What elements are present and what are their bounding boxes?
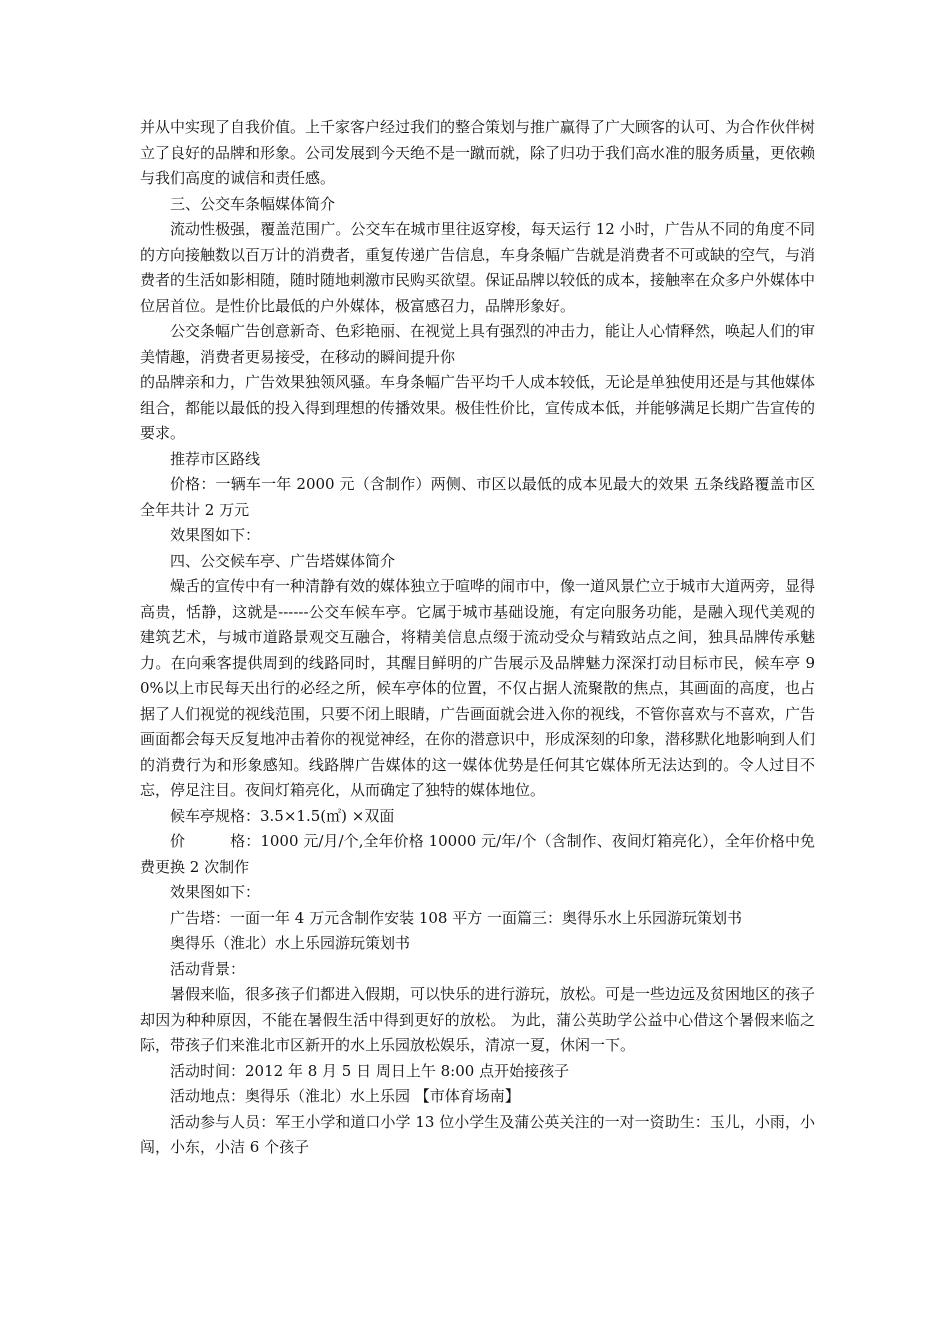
paragraph-shelter-price: 价 格：1000 元/月/个,全年价格 10000 元/年/个（含制作、夜间灯箱亮化），全年价格中免费更换 2 次制作 [140,832,815,876]
paragraph-effect-image-2: 效果图如下： [170,883,261,901]
paragraph-activity-location: 活动地点：奥得乐（淮北）水上乐园 【市体育场南】 [170,1087,520,1105]
paragraph-bus-banner-mobility: 流动性极强，覆盖范围广。公交车在城市里往返穿梭，每天运行 12 小时，广告从不同的角度不同的方向接触数以百万计的消费者，重复传递广告信息，车身条幅广告就是消费者不可或缺的空气，与消费者的生活如影相随，随时随地刺激市民购买欲望。保证品牌以较低的成本，接触率在众多户外媒体中位居首位。是性价比最低的户外媒体，极富感召力，品牌形象好。 [140,220,816,315]
paragraph-effect-image-1: 效果图如下： [170,526,261,544]
paragraph-bus-banner-price: 价格：一辆车一年 2000 元（含制作）两侧、市区以最低的成本见最大的效果 五条线路覆盖市区 全年共计 2 万元 [140,475,815,519]
paragraph-bus-shelter-description: 燥舌的宣传中有一种清静有效的媒体独立于喧哗的闹市中，像一道风景伫立于城市大道两旁，显得高贵，恬静，这就是------公交车候车亭。它属于城市基础设施，有定向服务功能，是融入现代美观的建筑艺术，与城市道路景观交互融合，将精美信息点缀于流动受众与精致站点之间，独具品牌传承魅力。在向乘客提供周到的线路同时，其醒目鲜明的广告展示及品牌魅力深深打动目标市民，候车亭 90%以上市民每天出行的必经之所，候车亭体的位置，不仅占据人流聚散的焦点，其画面的高度，也占据了人们视觉的视线范围，只要不闭上眼睛，广告画面就会进入你的视线，不管你喜欢与不喜欢，广告画面都会每天反复地冲击着你的视觉神经，在你的潜意识中，形成深刻的印象，潜移默化地影响到人们的消费行为和形象感知。线路牌广告媒体的这一媒体优势是任何其它媒体所无法达到的。令人过目不忘，停足注目。夜间灯箱亮化，从而确定了独特的媒体地位。 [140,577,816,799]
paragraph-recommended-routes: 推荐市区路线 [170,449,261,468]
paragraph-shelter-spec: 候车亭规格：3.5×1.5(㎡) ×双面 [170,806,395,825]
paragraph-bus-banner-creative: 公交条幅广告创意新奇、色彩艳丽、在视觉上具有强烈的冲击力，能让人心情释然，唤起人们的审美情趣，消费者更易接受，在移动的瞬间提升你 [140,322,816,366]
paragraph-intro-continued: 并从中实现了自我价值。上千家客户经过我们的整合策划与推广赢得了广大顾客的认可、为合作伙伴树立了良好的品牌和形象。公司发展到今天绝不是一蹴而就，除了归功于我们高水准的服务质量，更依赖与我们高度的诚信和责任感。 [140,118,816,187]
paragraph-ad-tower: 广告塔：一面一年 4 万元含制作安装 108 平方 一面篇三：奥得乐水上乐园游玩策划书 [170,908,743,927]
paragraph-activity-time: 活动时间：2012 年 8 月 5 日 周日上午 8:00 点开始接孩子 [170,1061,570,1080]
paragraph-activity-participants: 活动参与人员：军王小学和道口小学 13 位小学生及蒲公英关注的一对一资助生：玉儿，小雨，小闯，小东，小洁 6 个孩子 [140,1112,815,1156]
document-body [140,115,815,1161]
heading-bus-shelter-media: 四、公交候车亭、广告塔媒体简介 [170,551,396,570]
heading-bus-banner-media: 三、公交车条幅媒体简介 [170,194,336,213]
heading-waterpark-plan: 奥得乐（淮北）水上乐园游玩策划书 [170,934,411,952]
paragraph-bus-banner-cost: 的品牌亲和力，广告效果独领风骚。车身条幅广告平均千人成本较低，无论是单独使用还是与其他媒体组合，都能以最低的投入得到理想的传播效果。极佳性价比，宣传成本低，并能够满足长期广告宣传的要求。 [140,373,816,442]
paragraph-activity-background: 暑假来临，很多孩子们都进入假期，可以快乐的进行游玩，放松。可是一些边远及贫困地区的孩子却因为种种原因，不能在暑假生活中得到更好的放松。 为此，蒲公英助学公益中心借这个暑假来临之际，带孩子们来淮北市区新开的水上乐园放松娱乐，清凉一夏，休闲一下。 [140,985,816,1054]
heading-activity-background: 活动背景： [170,959,246,978]
